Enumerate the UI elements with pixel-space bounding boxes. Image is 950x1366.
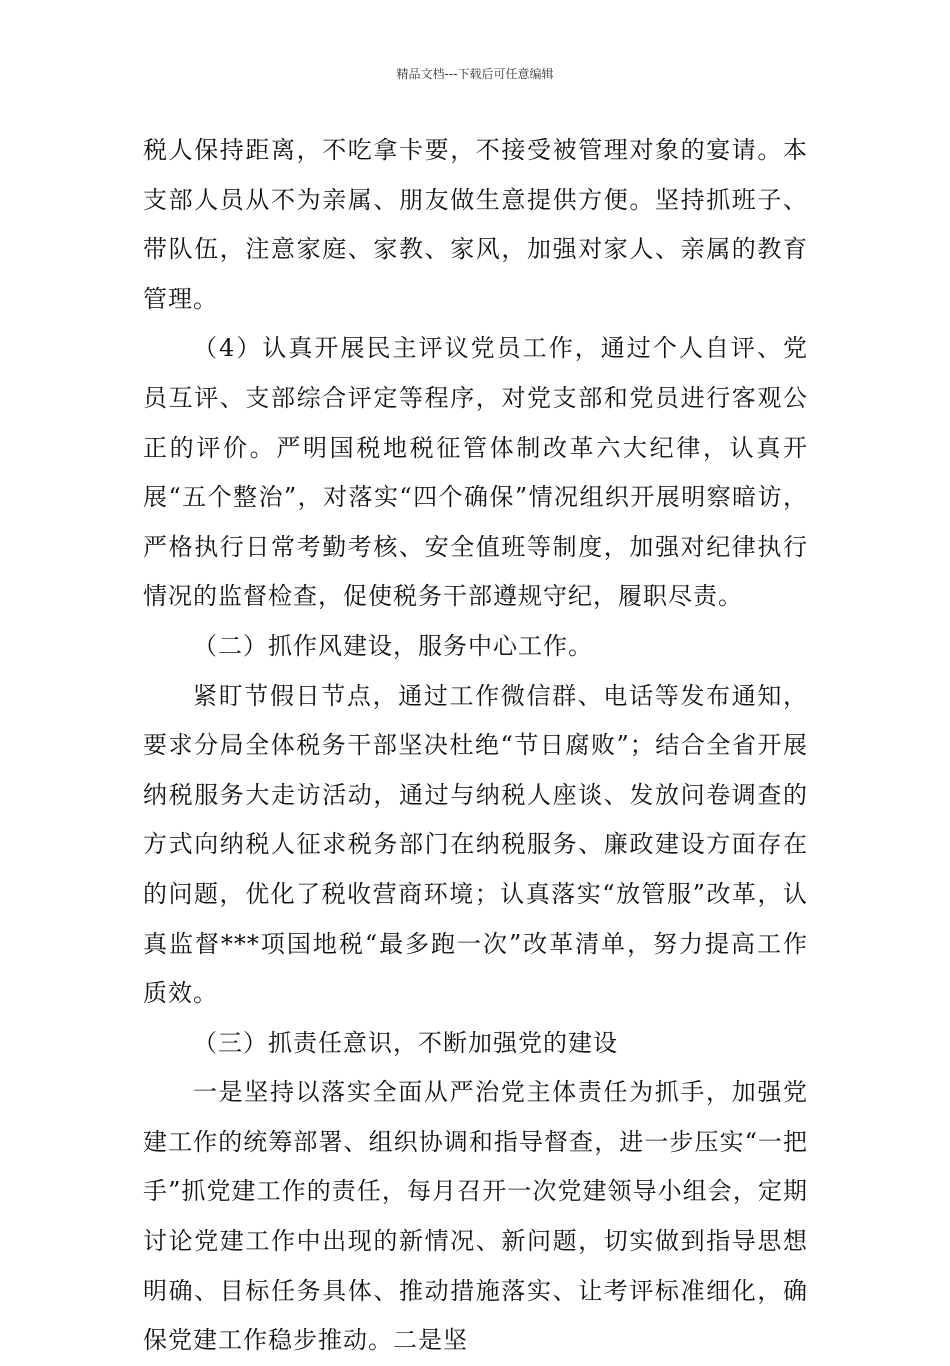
paragraph-continuation: 税人保持距离，不吃拿卡要，不接受被管理对象的宴请。本支部人员从不为亲属、朋友做生意提供方便。坚持抓班子、带队伍，注意家庭、家教、家风，加强对家人、亲属的教育管理。 — [143, 136, 808, 313]
section-heading-work-style: （二）抓作风建设，服务中心工作。 — [193, 631, 593, 660]
page-header: 精品文档---下载后可任意编辑 — [396, 67, 554, 81]
paragraph-party-building: 一是坚持以落实全面从严治党主体责任为抓手，加强党建工作的统筹部署、组织协调和指导督查，进一步压实“一把手”抓党建工作的责任，每月召开一次党建领导小组会，定期讨论党建工作中出现的新情况、新问题，切实做到指导思想明确、目标任务具体、推动措施落实、让考评标准细化，确保党建工作稳步推动。二是坚 — [143, 1078, 808, 1355]
section-heading-responsibility: （三）抓责任意识，不断加强党的建设 — [193, 1028, 618, 1057]
paragraph-democratic-evaluation: （4）认真开展民主评议党员工作，通过个人自评、党员互评、支部综合评定等程序，对党支部和党员进行客观公正的评价。严明国税地税征管体制改革六大纪律，认真开展“五个整治”，对落实“四个确保”情况组织开展明察暗访，严格执行日常考勤考核、安全值班等制度，加强对纪律执行情况的监督检查，促使税务干部遵规守纪，履职尽责。 — [143, 334, 808, 611]
document-body — [143, 126, 808, 1366]
paragraph-work-style: 紧盯节假日节点，通过工作微信群、电话等发布通知，要求分局全体税务干部坚决杜绝“节日腐败”；结合全省开展纳税服务大走访活动，通过与纳税人座谈、发放问卷调查的方式向纳税人征求税务部门在纳税服务、廉政建设方面存在的问题，优化了税收营商环境；认真落实“放管服”改革，认真监督***项国地税“最多跑一次”改革清单，努力提高工作质效。 — [143, 681, 808, 1008]
